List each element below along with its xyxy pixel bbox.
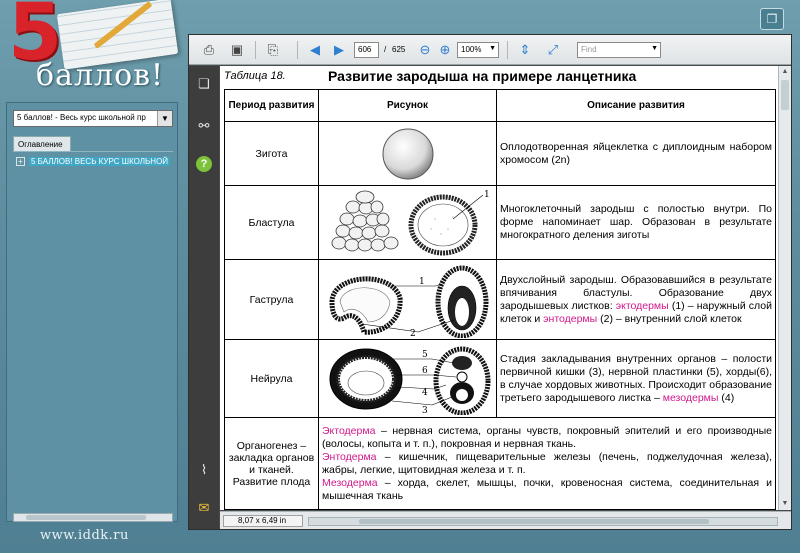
table-header-row [225, 90, 776, 122]
pages-icon[interactable]: ❏ [198, 76, 210, 91]
description-text: – кишечник, пищеварительные железы (печень, поджелудочная железа), жабры, легкие, щитовидная железа и т. п. [322, 450, 772, 476]
viewer-side-rail [189, 66, 219, 529]
description-text: – хорда, скелет, мышцы, почки, кровеносная система, соединительная и мышечная ткань [322, 476, 772, 502]
fullscreen-icon[interactable]: ⤢ [547, 42, 559, 57]
table-caption: Таблица 18. [224, 70, 286, 82]
organogenesis-description [319, 418, 776, 510]
find-input[interactable] [577, 42, 661, 58]
term-endoderm: энтодермы [543, 312, 598, 325]
stage-description: Многоклеточный зародыш с полостью внутри. По форме напоминает шар. Образован в результате многократного деления зиготы [497, 186, 776, 260]
chevron-down-icon[interactable]: ▼ [651, 45, 658, 52]
description-text: Двухслойный зародыш. Образовавшийся в результате впячивания бластулы. Образование двух зародышевых листков: [500, 273, 772, 312]
header-picture: Рисунок [319, 90, 497, 122]
figure-label: 6 [421, 365, 428, 376]
neurula-illustration [319, 340, 497, 418]
document-viewer [188, 34, 792, 530]
table-row [225, 186, 776, 260]
header-description: Описание развития [497, 90, 776, 122]
page-separator: / [384, 45, 387, 54]
page-size-readout: 8,07 x 6,49 in [223, 515, 303, 527]
brand-word: баллов! [36, 58, 165, 93]
figure-label: 5 [421, 349, 428, 360]
page-total: 625 [392, 45, 406, 54]
save-icon[interactable]: ▣ [230, 42, 244, 57]
scroll-up-icon[interactable]: ▲ [781, 68, 789, 75]
document-page [220, 66, 778, 510]
stage-label: Органогенез – закладка органов и тканей. Развитие плода [225, 418, 319, 510]
header-period: Период развития [225, 90, 319, 122]
print-icon[interactable]: ⎙ [203, 42, 215, 57]
left-panel [6, 102, 178, 522]
stage-label: Зигота [225, 122, 319, 186]
stage-label: Гаструла [225, 260, 319, 340]
course-select-value: 5 баллов! - Весь курс школьной пр [17, 113, 146, 122]
zoom-value: 100% [461, 45, 482, 54]
scroll-thumb[interactable] [781, 80, 789, 110]
site-url: www.iddk.ru [40, 528, 129, 543]
tab-toc[interactable]: Оглавление [13, 136, 71, 152]
page-vertical-scrollbar[interactable] [778, 66, 791, 510]
stage-description [497, 260, 776, 340]
zoom-in-icon[interactable]: ⊕ [439, 42, 451, 57]
binoculars-icon[interactable]: ⚯ [198, 118, 210, 133]
forward-arrow-icon[interactable]: ▶ [334, 42, 344, 57]
term-mesoderm: Мезодерма [322, 476, 378, 489]
page-number-input[interactable]: 606 [354, 42, 379, 58]
figure-label: 1 [418, 276, 425, 287]
blastula-illustration [319, 186, 497, 260]
course-select[interactable] [13, 110, 173, 127]
term-mesoderm: мезодермы [662, 391, 719, 404]
status-bar [220, 511, 791, 529]
figure-label: 4 [421, 387, 428, 398]
table-row [225, 340, 776, 418]
term-ectoderm: Эктодерма [322, 424, 376, 437]
zygote-illustration [319, 122, 497, 186]
stage-description: Оплодотворенная яйцеклетка с диплоидным набором хромосом (2n) [497, 122, 776, 186]
table-row [225, 122, 776, 186]
chevron-down-icon[interactable]: ▼ [489, 45, 496, 52]
window-menu-icon[interactable]: ❐ [760, 8, 784, 30]
page-title: Развитие зародыша на примере ланцетника [328, 68, 637, 84]
viewer-toolbar [189, 35, 791, 65]
description-text: (1) – наружный слой клеток и [500, 299, 772, 325]
toc-tree [13, 151, 173, 513]
page-horizontal-scrollbar[interactable] [308, 517, 778, 526]
description-text: (4) [721, 391, 735, 404]
description-text: (2) – внутренний слой клеток [600, 312, 742, 325]
toc-horizontal-scrollbar[interactable] [13, 513, 173, 522]
stage-label: Нейрула [225, 340, 319, 418]
scroll-down-icon[interactable]: ▼ [781, 500, 789, 507]
figure-label: 3 [421, 405, 428, 415]
figure-label: 1 [483, 189, 490, 200]
term-ectoderm: эктодермы [615, 299, 669, 312]
help-icon[interactable]: ? [196, 156, 212, 172]
back-arrow-icon[interactable]: ◀ [310, 42, 320, 57]
toc-item[interactable] [16, 157, 170, 166]
gastrula-illustration [319, 260, 497, 340]
description-text: – нервная система, органы чувств, покровный эпителий и его производные (волосы, копыта и т. п.), покровная и нервная ткань. [322, 424, 773, 450]
description-text: Стадия закладывания внутренних органов – полости первичной кишки (3), нервной пластинки (5), хорды(6), в случае хордовых животных. Происходит образование третьего зародышевого листка – [500, 352, 772, 404]
brand-logo [0, 0, 190, 100]
stage-label: Бластула [225, 186, 319, 260]
brand-number: 5 [8, 0, 63, 78]
document-icon[interactable]: ⎘ [267, 42, 279, 57]
table-row [225, 418, 776, 510]
attachment-icon[interactable]: ⌇ [200, 462, 208, 477]
toc-item-label[interactable]: 5 БАЛЛОВ! ВЕСЬ КУРС ШКОЛЬНОЙ [31, 157, 169, 166]
stage-description [497, 340, 776, 418]
term-endoderm: Энтодерма [322, 450, 377, 463]
zoom-out-icon[interactable]: ⊖ [419, 42, 431, 57]
find-placeholder: Find [581, 45, 597, 54]
development-table [224, 89, 776, 510]
table-row [225, 260, 776, 340]
fit-page-icon[interactable]: ⇕ [519, 42, 531, 57]
chevron-down-icon[interactable]: ▼ [157, 111, 172, 126]
comments-icon[interactable]: ✉ [198, 500, 210, 515]
figure-label: 2 [409, 328, 416, 338]
zoom-select[interactable] [457, 42, 499, 58]
expand-icon[interactable]: + [16, 157, 25, 166]
